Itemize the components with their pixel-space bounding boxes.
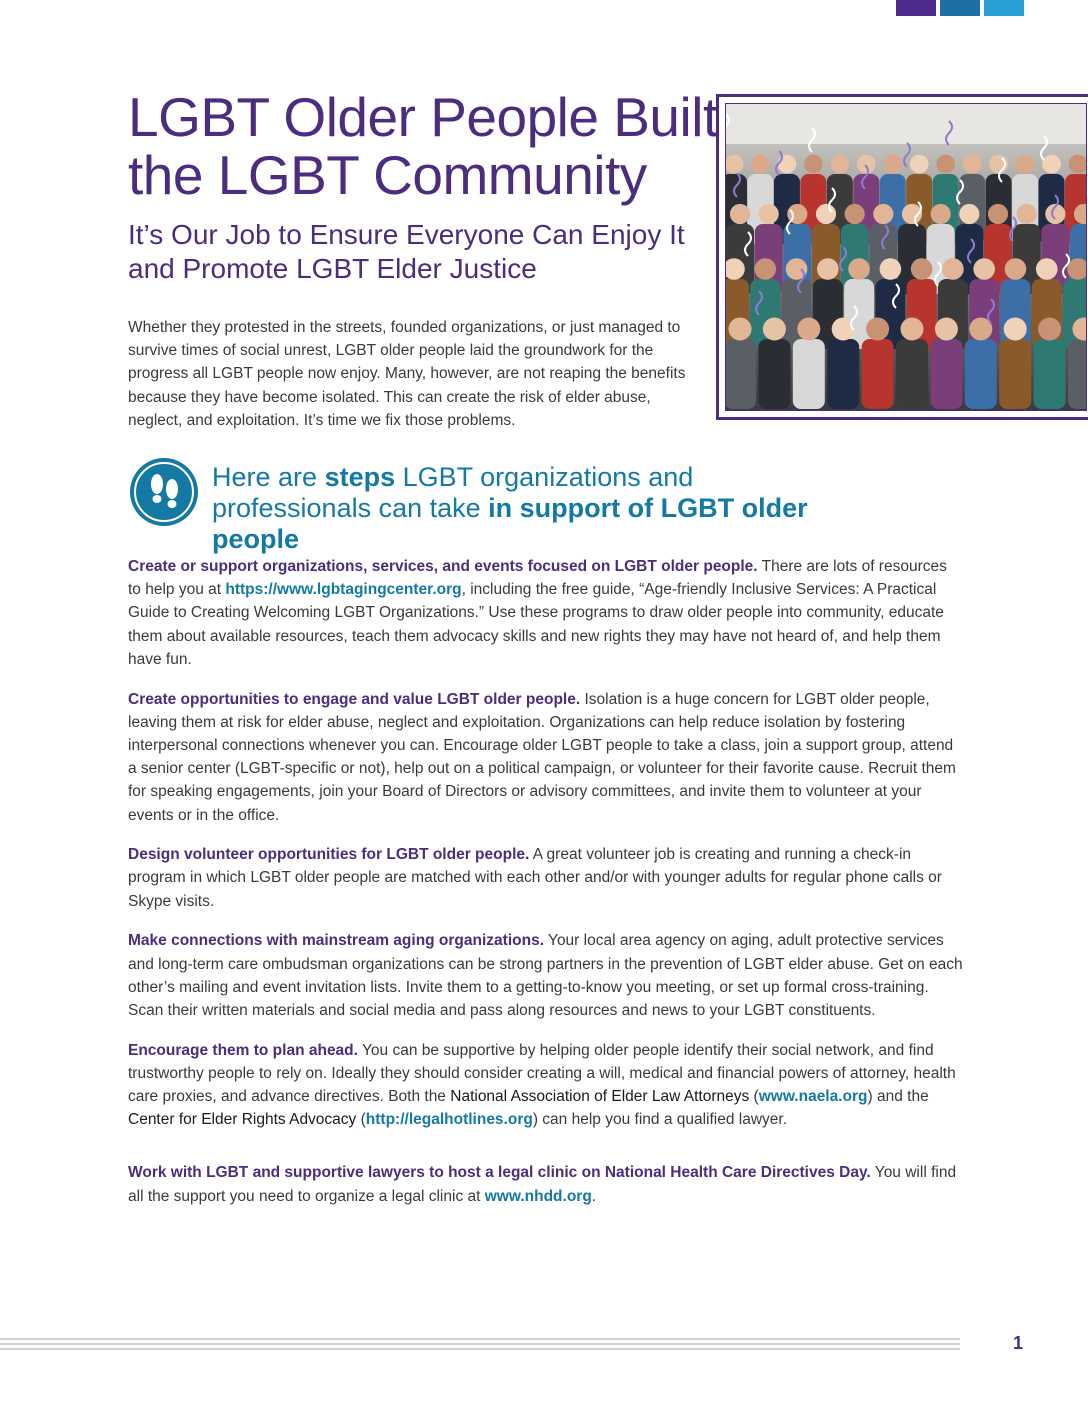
list-item: Design volunteer opportunities for LGBT older people. A great volunteer job is creating and running a check-in program in which LGBT older people are matched with each other and/or with younger adults for regular phone calls or Skype visits. <box>128 846 942 910</box>
page-subtitle: It’s Our Job to Ensure Everyone Can Enjoy It and Promote LGBT Elder Justice <box>128 219 685 284</box>
list-item: Create or support organizations, services, and events focused on LGBT older people. There are lots of resources to help you at https://www.lgbtagingcenter.org, including the free guide, “Age-friendly Inclusive Services: A Practical Guide to Creating Welcoming LGBT Organizations.” Use these programs to draw older people into community, educate them about available resources, teach them advocacy skills and new rights they may have not heard of, and help them have fun. <box>128 558 947 668</box>
steps-heading-bold-steps: steps <box>324 462 396 492</box>
color-tab-blue <box>940 0 980 16</box>
list-item: Make connections with mainstream aging organizations. Your local area agency on aging, adult protective services and long-term care ombudsman organizations can be strong partners in the prevention of LGBT elder abuse. Get on each other’s mailing and event invitation lists. Invite them to a getting-to-know you meeting, or set up formal cross-training. Scan their written materials and social media and pass along resources and news to your LGBT constituents. <box>128 932 963 1019</box>
lgbtagingcenter-link[interactable]: https://www.lgbtagingcenter.org <box>225 581 462 599</box>
steps-heading-bold-support: in support of LGBT older people <box>212 493 808 554</box>
group-photo-icon <box>725 103 1087 411</box>
list-item: Work with LGBT and supportive lawyers to host a legal clinic on National Health Care Directives Day. You will find all the support you need to organize a legal clinic at www.nhdd.org. <box>128 1164 957 1205</box>
legalhotlines-link[interactable]: http://legalhotlines.org <box>365 1111 533 1129</box>
color-tab-purple <box>896 0 936 16</box>
page-title: LGBT Older People Built the LGBT Community <box>128 86 718 206</box>
steps-heading: Here are steps LGBT organizations and professionals can take in support of LGBT older people <box>212 462 808 554</box>
color-tab-light-blue <box>984 0 1024 16</box>
naela-link[interactable]: www.naela.org <box>758 1088 868 1106</box>
footer-rule <box>0 1338 960 1350</box>
intro-paragraph: Whether they protested in the streets, founded organizations, or just managed to survive times of social unrest, LGBT older people laid the groundwork for the progress all LGBT people now enjoy. Many, however, are not reaping the benefits because they have become isolated. This can create the risk of elder abuse, neglect, and exploitation. It’s time we fix those problems. <box>128 319 686 429</box>
photo-frame <box>716 94 1088 420</box>
steps-list <box>128 555 963 1224</box>
footsteps-icon <box>128 456 200 528</box>
list-item: Encourage them to plan ahead. You can be supportive by helping older people identify their social network, and find trustworthy people to rely on. Ideally they should consider creating a will, medical and financial powers of attorney, health care proxies, and advance directives. Both the National Association of Elder Law Attorneys (www.naela.org) and the Center for Elder Rights Advocacy (http://legalhotlines.org) can help you find a qualified lawyer. <box>128 1041 956 1129</box>
nhdd-link[interactable]: www.nhdd.org <box>484 1187 592 1205</box>
list-item: Create opportunities to engage and value LGBT older people. Isolation is a huge concern for LGBT older people, leaving them at risk for elder abuse, neglect and exploitation. Organizations can help reduce isolation by fostering interpersonal connections whenever you can. Encourage older LGBT people to take a class, join a support group, attend a senior center (LGBT-specific or not), help out on a political campaign, or volunteer for their favorite cause. Recruit them for speaking engagements, join your Board of Directors or advisory committees, and invite them to volunteer at your events or in the office. <box>128 690 956 824</box>
page-number: 1 <box>1012 1333 1023 1353</box>
